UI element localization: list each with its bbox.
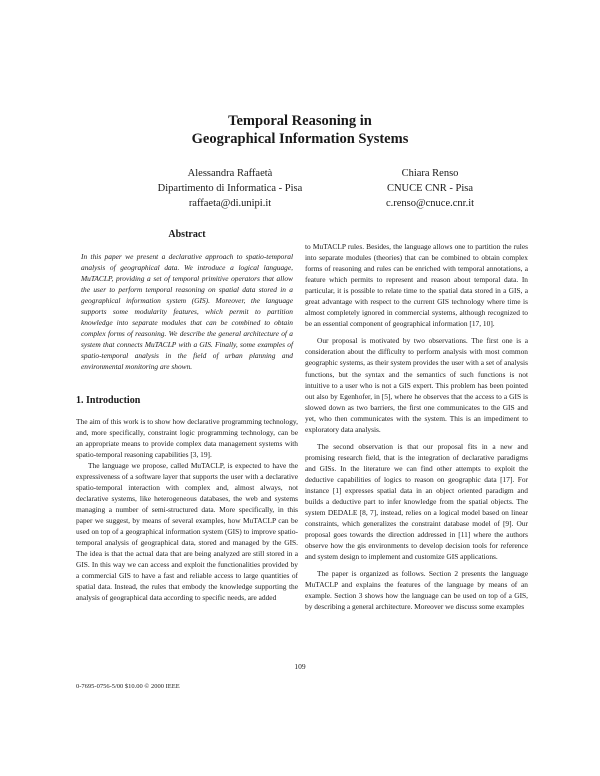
body-paragraph: The second observation is that our proposal fits in a new and promising research field, that is the integration of declarative paradigms and GISs. In the literature we can find other attempts to exploit the deductive capabilities of logics to reason on geographic data [17]. For instance [1] expresses spatial data in an object oriented paradigm and builds a deductive part to infer knowledge from the spatial objects. The system DEDALE [8, 7], instead, relies on a logical model based on linear constraints, which generalizes the constraint database model of [9]. Our proposal goes towards the direction addressed in [11] where the authors observe how the gis environments to develop decision tools for reference and system design to implement and customize GIS applications. xyxy=(305,441,528,562)
author-name: Alessandra Raffaetà xyxy=(187,168,273,179)
author-email: c.renso@cnuce.cnr.it xyxy=(385,198,475,209)
author-block-1 xyxy=(130,166,330,211)
abstract-heading: Abstract xyxy=(168,229,206,240)
left-column xyxy=(76,229,298,603)
body-paragraph: The language we propose, called MuTACLP, is expected to have the expressiveness of a software layer that supports the user with a declarative spatio-temporal interaction with complex and, almost always, not declarative systems, like heterogeneous databases, the web and systems managing a number of semi-structured data. More specifically, in this paper we suggest, by means of several examples, how MuTACLP can be used on top of a geographical information system (GIS) to improve spatio-temporal analysis of geographical data, stored and managed by the GIS. The idea is that the actual data that are being analyzed are still stored in a GIS. In this way we can access and exploit the functionalities provided by a commercial GIS to have a fast and reliable access to large quantities of spatial data. Instead, the rules that embody the knowledge supporting the analysis of geographical data according to specific needs, are added xyxy=(76,460,298,603)
body-paragraph: The aim of this work is to show how declarative programming technology, and, more specifically, constraint logic programming technology, can be an appropriate means to provide complex data management systems with spatio-temporal reasoning capabilities [3, 19]. xyxy=(76,416,298,459)
right-column xyxy=(305,241,528,613)
author-affiliation: CNUCE CNR - Pisa xyxy=(386,183,474,194)
section-heading-introduction: 1. Introduction xyxy=(76,394,141,406)
title-line-1: Temporal Reasoning in xyxy=(228,113,372,129)
body-paragraph: Our proposal is motivated by two observations. The first one is a consideration about the difficulty to perform analysis with most common geographic systems, as their system provides the user with a set of analysis functions, but the syntax and the semantics of such functions is not intuitive to a user who is not a GIS expert. This problem has been pointed out also by Egenhofer, in [5], where he observes that the access to a GIS is slowed down as two barriers, the first one communicates to the GIS and yet, who then communicates with the system. This is an impediment to exploratory data analysis. xyxy=(305,336,528,434)
body-paragraph: The paper is organized as follows. Section 2 presents the language MuTACLP and explains the features of the language by means of an example. Section 3 shows how the language can be used on top of a GIS, by describing a general architecture. Moreover we discuss some examples xyxy=(305,569,528,612)
author-affiliation: Dipartimento di Informatica - Pisa xyxy=(157,183,303,194)
copyright-notice: 0-7695-0756-5/00 $10.00 © 2000 IEEE xyxy=(76,683,180,690)
author-email: raffaeta@di.unipi.it xyxy=(188,198,272,209)
title-line-2: Geographical Information Systems xyxy=(191,131,409,147)
paper-title xyxy=(0,112,600,148)
abstract-text: In this paper we present a declarative approach to spatio-temporal analysis of geographical data. We introduce a logical language, MuTACLP, providing a set of temporal primitive operators that allow the user to perform temporal reasoning on spatial data stored in a geographical information system (GIS). Moreover, the language supports some modularity features, which permit to partition knowledge into separate modules that can be combined to obtain complex forms of reasoning. We describe the general architecture of a system that connects MuTACLP with a GIS. Finally, some examples of spatio-temporal analysis in the field of urban planning and environmental monitoring are shown. xyxy=(81,252,293,372)
author-name: Chiara Renso xyxy=(401,168,459,179)
page-number: 109 xyxy=(294,662,306,671)
body-paragraph: to MuTACLP rules. Besides, the language allows one to partition the rules into separate modules (theories) that can be combined to obtain complex forms of reasoning and rules can be enriched with temporal annotations, a feature which permits to represent and reason about temporal data. In particular, it is possible to relate time to the spatial data stored in a GIS, a great advantage with respect to the current GIS technology where time is almost completely ignored in commercial systems, although recognized to be an essential component of geographical information [17, 10]. xyxy=(305,242,528,329)
author-block-2 xyxy=(330,166,530,211)
